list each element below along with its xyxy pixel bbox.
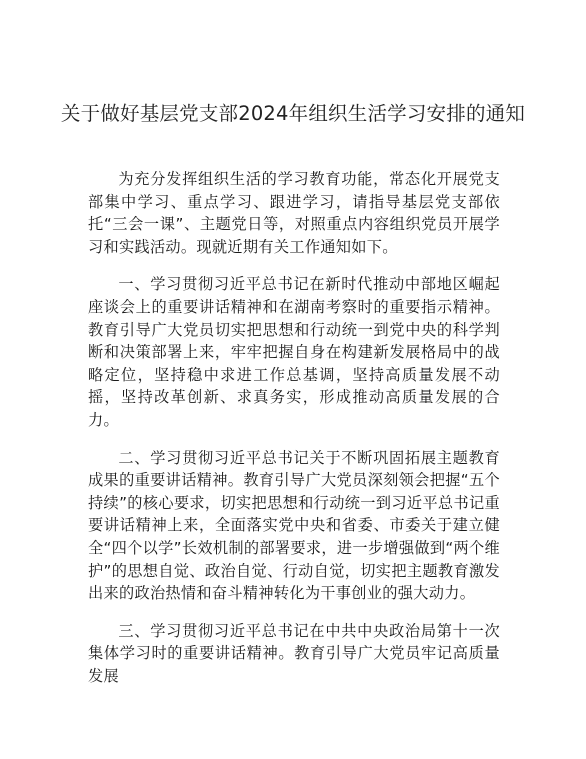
paragraph-section-3: 三、学习贯彻习近平总书记在中共中央政治局第十一次集体学习时的重要讲话精神。教育引导广大党员牢记高质量发展	[88, 621, 500, 685]
document-body	[88, 168, 500, 687]
paragraph-intro: 为充分发挥组织生活的学习教育功能，常态化开展党支部集中学习、重点学习、跟进学习，请指导基层党支部依托“三会一课”、主题党日等，对照重点内容组织党员开展学习和实践活动。现就近期有关工作通知如下。	[88, 170, 500, 256]
paragraph-section-1: 一、学习贯彻习近平总书记在新时代推动中部地区崛起座谈会上的重要讲话精神和在湖南考察时的重要指示精神。教育引导广大党员切实把思想和行动统一到党中央的科学判断和决策部署上来，牢牢把握自身在构建新发展格局中的战略定位，坚持稳中求进工作总基调，坚持高质量发展不动摇，坚持改革创新、求真务实，形成推动高质量发展的合力。	[88, 275, 500, 429]
document-title: 关于做好基层党支部2024年组织生活学习安排的通知	[60, 102, 526, 125]
paragraph-section-2: 二、学习贯彻习近平总书记关于不断巩固拓展主题教育成果的重要讲话精神。教育引导广大党员深刻领会把握“五个持续”的核心要求，切实把思想和行动统一到习近平总书记重要讲话精神上来，全面落实党中央和省委、市委关于建立健全“四个以学”长效机制的部署要求，进一步增强做到“两个维护”的思想自觉、政治自觉、行动自觉，切实把主题教育激发出来的政治热情和奋斗精神转化为干事创业的强大动力。	[88, 448, 500, 603]
